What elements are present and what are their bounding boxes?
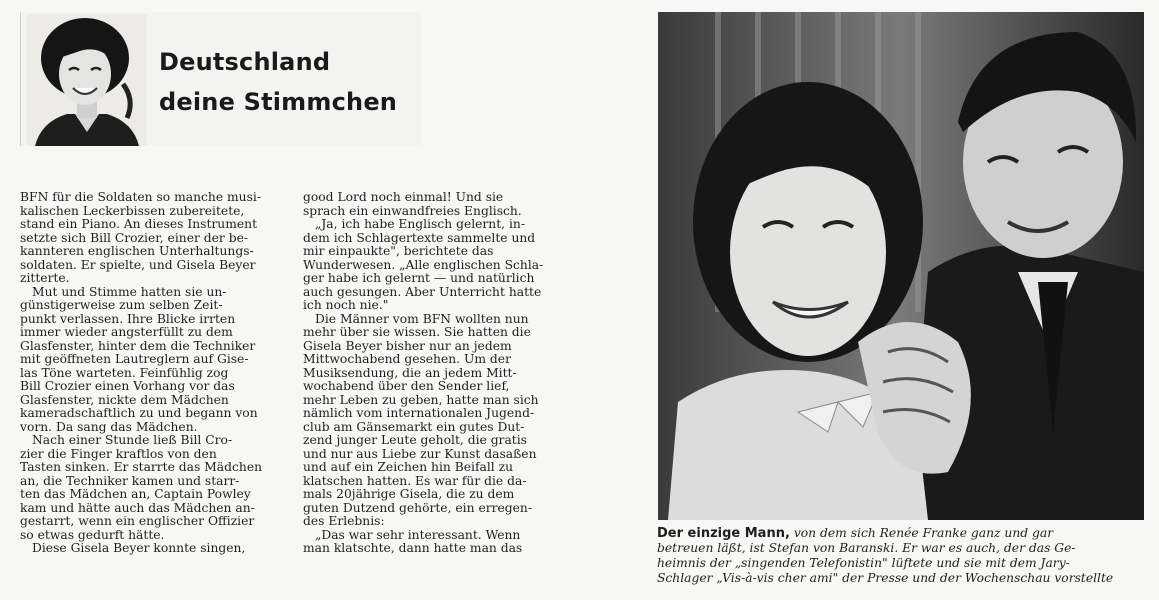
text-column-2 [303, 191, 568, 556]
text-line: und auf ein Zeichen hin Beifall zu [303, 461, 514, 474]
text-line: BFN für die Soldaten so manche musi- [20, 191, 262, 204]
text-line: soldaten. Er spielte, und Gisela Beyer [20, 258, 256, 272]
text-line: „Das war sehr interessant. Wenn [315, 528, 521, 542]
text-line: guten Dutzend gehörte, ein erregen- [303, 501, 532, 515]
text-line: günstigerweise zum selben Zeit- [20, 299, 223, 312]
text-line: man klatschte, dann hatte man das [303, 542, 523, 555]
text-line: mehr Leben zu geben, hatte man sich [303, 393, 539, 407]
text-line: Glasfenster, hinter dem die Techniker [20, 339, 256, 353]
text-line: dem ich Schlagertexte sammelte und [303, 231, 536, 245]
text-line: Nach einer Stunde ließ Bill Cro- [32, 434, 233, 447]
text-line: kameradschaftlich zu und begann von [20, 407, 258, 420]
text-line: Bill Crozier einen Vorhang vor das [20, 380, 235, 393]
portrait-illustration [27, 14, 147, 146]
text-line: so etwas gedurft hätte. [20, 528, 165, 542]
text-line: ten das Mädchen an, Captain Powley [20, 488, 251, 501]
text-line: vorn. Da sang das Mädchen. [20, 420, 198, 434]
text-line: mir einpaukte", berichtete das [303, 245, 494, 258]
text-line: Gisela Beyer bisher nur an jedem [303, 339, 512, 353]
caption-line-2: betreuen läßt, ist Stefan von Baranski. Er war es auch, der das Ge- [657, 541, 1076, 555]
text-line: Die Männer vom BFN wollten nun [315, 312, 529, 326]
text-line: zier die Finger kraftlos von den [20, 447, 217, 461]
text-line: an, die Techniker kamen und starr- [20, 474, 240, 488]
text-line: kannteren englischen Unterhaltungs- [20, 245, 254, 258]
text-line: punkt verlassen. Ihre Blicke irrten [20, 312, 236, 326]
text-line: sprach ein einwandfreies Englisch. [303, 204, 522, 218]
text-line: wochabend über den Sender lief, [303, 380, 510, 393]
caption-line-3: heimnis der „singenden Telefonistin" lüftete und sie mit dem Jary- [657, 556, 1070, 570]
photo-couple-illustration [658, 12, 1144, 520]
article-header [20, 12, 421, 146]
text-line: stand ein Piano. An dieses Instrument [20, 218, 258, 231]
text-line: Mittwochabend gesehen. Um der [303, 353, 511, 366]
text-line: Diese Gisela Beyer konnte singen, [32, 542, 246, 555]
text-line: las Töne warteten. Feinfühlig zog [20, 366, 229, 380]
text-line: klatschen hatten. Es war für die da- [303, 474, 527, 488]
text-line: „Ja, ich habe Englisch gelernt, in- [315, 218, 525, 231]
text-line: club am Gänsemarkt ein gutes Dut- [303, 420, 525, 434]
text-line: Mut und Stimme hatten sie un- [32, 285, 227, 299]
text-line: kalischen Leckerbissen zubereitete, [20, 204, 245, 218]
text-line: nämlich vom internationalen Jugend- [303, 407, 535, 420]
headline [159, 42, 397, 122]
text-line: good Lord noch einmal! Und sie [303, 191, 504, 204]
photo-caption [657, 526, 1145, 586]
text-line: kam und hätte auch das Mädchen an- [20, 501, 255, 515]
text-line: Musiksendung, die an jedem Mitt- [303, 366, 517, 380]
text-line: mehr über sie wissen. Sie hatten die [303, 326, 531, 339]
text-line: und nur aus Liebe zur Kunst dasaßen [303, 447, 537, 461]
text-column-1 [20, 191, 283, 556]
headline-line-1: Deutschland [159, 48, 331, 76]
text-line: Glasfenster, nickte dem Mädchen [20, 393, 229, 407]
text-line: zitterte. [20, 272, 70, 285]
text-line: mals 20jährige Gisela, die zu dem [303, 488, 515, 501]
text-line: ger habe ich gelernt — und natürlich [303, 272, 535, 285]
text-line: auch gesungen. Aber Unterricht hatte [303, 285, 542, 299]
text-line: immer wieder angsterfüllt zu dem [20, 326, 233, 339]
text-line: Tasten sinken. Er starrte das Mädchen [20, 461, 263, 474]
caption-line-4: Schlager „Vis-à-vis cher ami" der Presse und der Wochenschau vorstellte [657, 571, 1114, 585]
text-line: setzte sich Bill Crozier, einer der be- [20, 231, 248, 245]
caption-title: Der einzige Mann, [657, 526, 790, 541]
caption-text: von dem sich Renée Franke ganz und gar [789, 526, 1054, 540]
caption-line-1 [657, 526, 1145, 541]
text-line: gestarrt, wenn ein englischer Offizier [20, 515, 255, 528]
text-line: ich noch nie." [303, 299, 389, 312]
text-line: Wunderwesen. „Alle englischen Schla- [303, 258, 544, 272]
photo [658, 12, 1144, 520]
headline-line-2: deine Stimmchen [159, 88, 398, 116]
text-line: des Erlebnis: [303, 515, 385, 528]
text-line: zend junger Leute geholt, die gratis [303, 434, 527, 447]
text-line: mit geöffneten Lautreglern auf Gise- [20, 353, 249, 366]
